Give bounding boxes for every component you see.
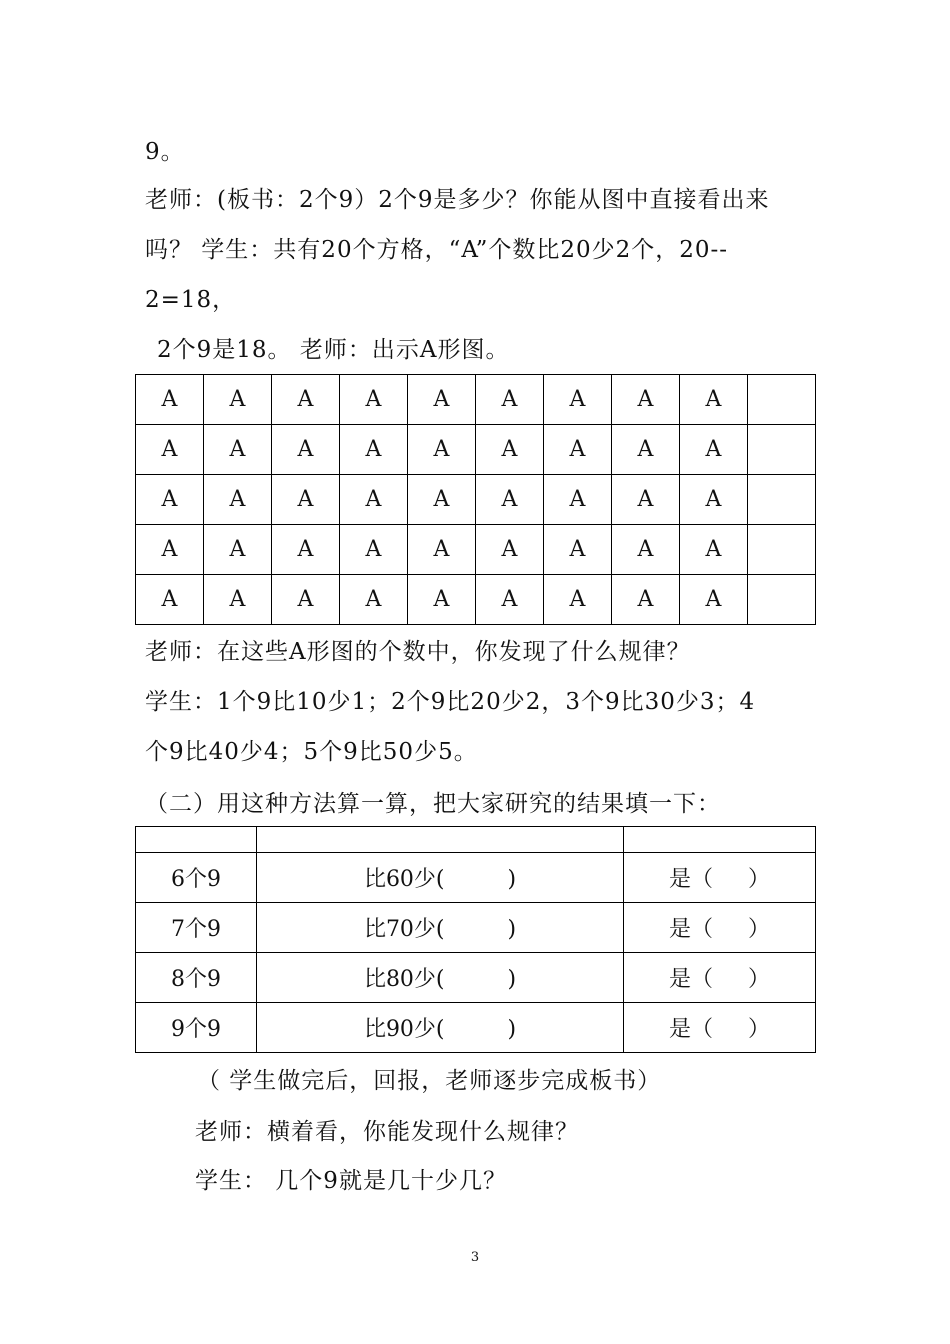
grid-cell: A xyxy=(476,425,544,475)
fill-table-header-cell xyxy=(136,827,257,853)
grid-cell: A xyxy=(612,375,680,425)
fill-table-cell: 比90少( ) xyxy=(257,1003,624,1053)
grid-cell: A xyxy=(408,375,476,425)
text-line-12: 学生： 几个9就是几十少几？ xyxy=(195,1168,507,1194)
text-line-7: 学生：1个9比10少1；2个9比20少2，3个9比30少3；4 xyxy=(145,689,756,715)
page-number: 3 xyxy=(470,1250,480,1265)
fill-table-header-cell xyxy=(257,827,624,853)
grid-cell xyxy=(748,425,816,475)
grid-cell: A xyxy=(136,575,204,625)
text-line-4: 2=18， xyxy=(145,287,237,313)
grid-row xyxy=(136,575,816,625)
grid-cell: A xyxy=(340,475,408,525)
grid-cell: A xyxy=(204,375,272,425)
fill-table-row xyxy=(136,1003,816,1053)
grid-cell: A xyxy=(340,575,408,625)
grid-cell: A xyxy=(340,425,408,475)
grid-cell: A xyxy=(544,575,612,625)
grid-cell: A xyxy=(272,375,340,425)
grid-cell xyxy=(748,575,816,625)
text-line-11: 老师：横着看，你能发现什么规律？ xyxy=(195,1119,579,1145)
grid-cell: A xyxy=(340,525,408,575)
fill-table-cell: 7个9 xyxy=(136,903,257,953)
grid-cell: A xyxy=(272,575,340,625)
grid-cell xyxy=(748,475,816,525)
grid-cell: A xyxy=(204,525,272,575)
grid-cell: A xyxy=(408,575,476,625)
grid-cell: A xyxy=(340,375,408,425)
fill-table-row xyxy=(136,853,816,903)
grid-cell: A xyxy=(544,475,612,525)
text-line-1: 9。 xyxy=(145,139,185,165)
text-line-6: 老师：在这些A形图的个数中，你发现了什么规律？ xyxy=(145,639,691,665)
grid-row xyxy=(136,525,816,575)
grid-cell: A xyxy=(612,475,680,525)
fill-table-cell: 是（ ） xyxy=(624,953,816,1003)
grid-cell: A xyxy=(272,475,340,525)
grid-cell: A xyxy=(680,525,748,575)
grid-cell: A xyxy=(136,475,204,525)
grid-cell: A xyxy=(204,425,272,475)
grid-cell: A xyxy=(680,475,748,525)
text-line-2: 老师：(板书：2个9）2个9是多少？你能从图中直接看出来 xyxy=(145,187,770,213)
fill-table-cell: 比70少( ) xyxy=(257,903,624,953)
grid-cell: A xyxy=(544,425,612,475)
text-line-10: （ 学生做完后，回报，老师逐步完成板书） xyxy=(197,1068,662,1094)
grid-cell: A xyxy=(136,425,204,475)
grid-cell: A xyxy=(272,525,340,575)
grid-cell xyxy=(748,525,816,575)
a-shape-grid xyxy=(135,374,816,625)
text-line-8: 个9比40少4；5个9比50少5。 xyxy=(145,739,478,765)
fill-table-cell: 比60少( ) xyxy=(257,853,624,903)
grid-row xyxy=(136,475,816,525)
grid-cell: A xyxy=(136,375,204,425)
grid-cell: A xyxy=(136,525,204,575)
text-line-9: （二）用这种方法算一算，把大家研究的结果填一下： xyxy=(145,791,721,817)
grid-cell: A xyxy=(612,425,680,475)
grid-cell: A xyxy=(204,475,272,525)
grid-cell: A xyxy=(680,575,748,625)
grid-cell: A xyxy=(476,475,544,525)
grid-cell xyxy=(748,375,816,425)
grid-cell: A xyxy=(612,575,680,625)
text-line-5: 2个9是18。 老师：出示A形图。 xyxy=(157,337,510,363)
fill-table-cell: 8个9 xyxy=(136,953,257,1003)
fill-table-header-row xyxy=(136,827,816,853)
grid-cell: A xyxy=(680,425,748,475)
grid-cell: A xyxy=(408,425,476,475)
fill-table-row xyxy=(136,903,816,953)
fill-in-table xyxy=(135,826,816,1053)
grid-cell: A xyxy=(612,525,680,575)
fill-table-row xyxy=(136,953,816,1003)
fill-table-cell: 6个9 xyxy=(136,853,257,903)
fill-table-cell: 是（ ） xyxy=(624,903,816,953)
grid-cell: A xyxy=(544,525,612,575)
grid-row xyxy=(136,425,816,475)
fill-table-cell: 9个9 xyxy=(136,1003,257,1053)
grid-cell: A xyxy=(272,425,340,475)
grid-cell: A xyxy=(476,575,544,625)
text-line-3: 吗？ 学生：共有20个方格，“A”个数比20少2个，20-- xyxy=(145,237,729,263)
fill-table-cell: 是（ ） xyxy=(624,853,816,903)
grid-cell: A xyxy=(544,375,612,425)
grid-cell: A xyxy=(408,475,476,525)
fill-table-cell: 是（ ） xyxy=(624,1003,816,1053)
fill-table-cell: 比80少( ) xyxy=(257,953,624,1003)
grid-cell: A xyxy=(204,575,272,625)
grid-cell: A xyxy=(476,375,544,425)
grid-cell: A xyxy=(408,525,476,575)
grid-cell: A xyxy=(476,525,544,575)
grid-row xyxy=(136,375,816,425)
fill-table-header-cell xyxy=(624,827,816,853)
grid-cell: A xyxy=(680,375,748,425)
